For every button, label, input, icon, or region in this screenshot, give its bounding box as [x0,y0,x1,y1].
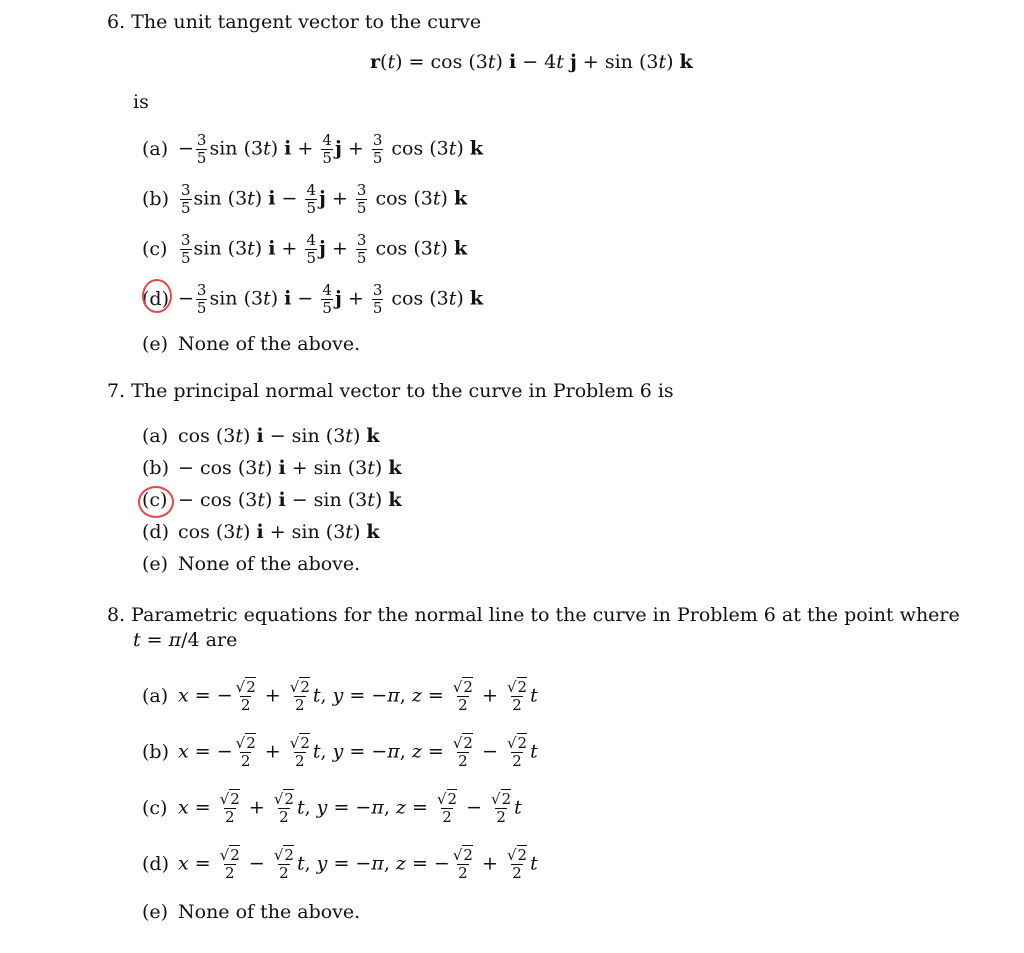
q7-options [142,420,402,580]
option-text: None of the above. [178,553,361,575]
option-label: (b) [142,741,169,763]
option-label: (d) [142,521,169,543]
q7-option-b [142,452,402,484]
option-math: − cos (3t) i − sin (3t) k [178,489,402,511]
q7-option-c [142,484,402,516]
option-label: (d) [142,853,169,875]
option-math: $\frac{3}{5}$ sin (3t) i + $\frac{4}{5}$ j + $\frac{3}{5}$ cos (3t) k [181,230,468,267]
q6-option-d [142,274,483,324]
q8-option-b [142,724,538,780]
option-math: x = $\frac{√2}{2}$ + $\frac{√2}{2}$ t, y = −π, z = $\frac{√2}{2}$ − $\frac{√2}{2}$ t [178,789,522,826]
option-label: (a) [142,685,169,707]
q7-heading: 7. The principal normal vector to the curve in Problem 6 is [107,380,674,402]
option-math: x = − $\frac{√2}{2}$ + $\frac{√2}{2}$ t, y = −π, z = $\frac{√2}{2}$ + $\frac{√2}{2}$ t [178,677,538,714]
q8-option-d [142,836,538,892]
option-label: (d) [142,288,169,310]
option-label: (c) [142,238,168,260]
q7-option-e [142,548,402,580]
option-label: (c) [142,489,168,511]
option-label: (e) [142,333,169,355]
q7-option-a [142,420,402,452]
option-text: None of the above. [178,901,361,923]
q6-option-a [142,124,483,174]
option-math: cos (3t) i − sin (3t) k [178,425,380,447]
q8-option-e [142,892,538,932]
option-text: None of the above. [178,333,361,355]
q7-option-d [142,516,402,548]
q8-option-a [142,668,538,724]
q6-option-b [142,174,483,224]
option-label: (e) [142,553,169,575]
option-label: (c) [142,797,168,819]
q6-curve-equation: r(t) = cos (3t) i − 4t j + sin (3t) k [370,51,693,73]
option-label: (b) [142,188,169,210]
q6-heading: 6. The unit tangent vector to the curve [107,11,482,33]
option-math: − cos (3t) i + sin (3t) k [178,457,402,479]
option-math: $\frac{3}{5}$ sin (3t) i − $\frac{4}{5}$ j + $\frac{3}{5}$ cos (3t) k [181,180,468,217]
q8-option-c [142,780,538,836]
option-math: x = − $\frac{√2}{2}$ + $\frac{√2}{2}$ t, y = −π, z = $\frac{√2}{2}$ − $\frac{√2}{2}$ t [178,733,538,770]
q8-heading-line2: t = π/4 are [133,629,238,651]
option-math: − $\frac{3}{5}$ sin (3t) i + $\frac{4}{5}$ j + $\frac{3}{5}$ cos (3t) k [178,130,484,167]
q6-option-e [142,324,483,364]
option-label: (a) [142,425,169,447]
option-label: (e) [142,901,169,923]
option-math: x = $\frac{√2}{2}$ − $\frac{√2}{2}$ t, y = −π, z = − $\frac{√2}{2}$ + $\frac{√2}{2}$ t [178,845,538,882]
q6-is-text: is [133,91,149,113]
option-math: − $\frac{3}{5}$ sin (3t) i − $\frac{4}{5}$ j + $\frac{3}{5}$ cos (3t) k [178,280,484,317]
q6-options [142,124,483,364]
option-math: cos (3t) i + sin (3t) k [178,521,380,543]
q8-options [142,668,538,932]
option-label: (a) [142,138,169,160]
q6-option-c [142,224,483,274]
option-label: (b) [142,457,169,479]
q8-heading-line1: 8. Parametric equations for the normal line to the curve in Problem 6 at the point where [107,604,960,626]
